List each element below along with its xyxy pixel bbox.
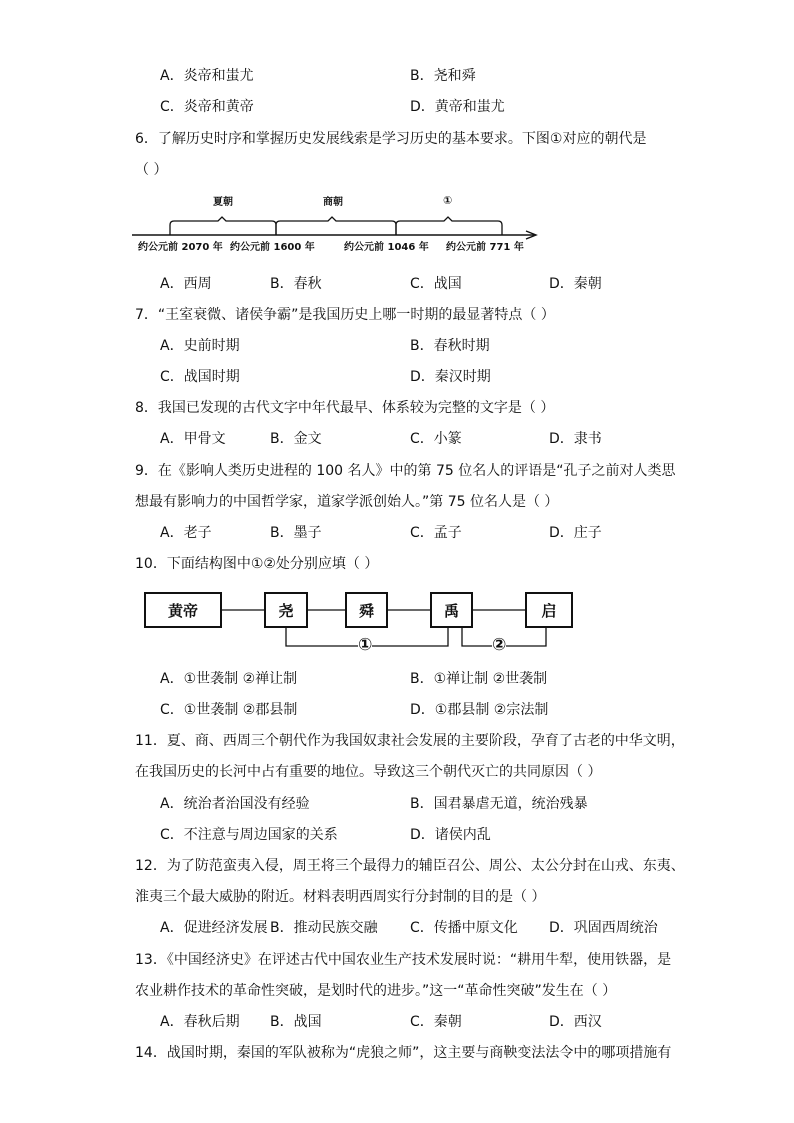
q6-option-b: B．春秋	[270, 276, 322, 292]
q6-stem-line2: （ ）	[135, 162, 168, 178]
q14-stem-line1: 14．战国时期，秦国的军队被称为“虎狼之师”，这主要与商鞅变法法令中的哪项措施有	[135, 1045, 672, 1061]
q6-option-a: A．西周	[160, 276, 212, 292]
q9-option-b: B．墨子	[270, 525, 322, 541]
timeline-period-xia: 夏朝	[213, 197, 233, 208]
q7-option-a: A．史前时期	[160, 338, 240, 354]
q6-timeline	[130, 190, 550, 260]
q7-stem: 7．“王室衰微、诸侯争霸”是我国历史上哪一时期的最显著特点（ ）	[135, 307, 555, 323]
box-huangdi: 黄帝	[144, 592, 222, 628]
q13-option-b: B．战国	[270, 1014, 322, 1030]
box-shun: 舜	[345, 592, 388, 628]
q8-stem: 8．我国已发现的古代文字中年代最早、体系较为完整的文字是（ ）	[135, 400, 555, 416]
q6-stem-line1: 6．了解历史时序和掌握历史发展线索是学习历史的基本要求。下图①对应的朝代是	[135, 131, 647, 147]
timeline-date-1600: 约公元前 1600 年	[230, 242, 315, 253]
q12-stem-line1: 12．为了防范蛮夷入侵，周王将三个最得力的辅臣召公、周公、太公分封在山戎、东夷、	[135, 858, 685, 874]
bracket-label-2: ②	[492, 635, 507, 655]
box-yao: 尧	[264, 592, 308, 628]
q11-stem-line2: 在我国历史的长河中占有重要的地位。导致这三个朝代灭亡的共同原因（ ）	[135, 764, 602, 780]
q13-option-c: C．秦朝	[410, 1014, 462, 1030]
q11-option-a: A．统治者治国没有经验	[160, 796, 310, 812]
q10-option-d: D．①郡县制 ②宗法制	[410, 702, 549, 718]
timeline-period-1: ①	[443, 194, 453, 207]
q12-option-c: C．传播中原文化	[410, 920, 518, 936]
q9-option-a: A．老子	[160, 525, 212, 541]
q8-option-c: C．小篆	[410, 431, 462, 447]
q9-option-c: C．孟子	[410, 525, 462, 541]
q13-option-d: D．西汉	[549, 1014, 602, 1030]
q10-stem: 10．下面结构图中①②处分别应填（ ）	[135, 556, 379, 572]
timeline-period-shang: 商朝	[323, 197, 343, 208]
q6-option-c: C．战国	[410, 276, 462, 292]
q5-option-b: B．尧和舜	[410, 68, 476, 84]
box-yu: 禹	[430, 592, 473, 628]
q10-structure-diagram	[140, 588, 580, 658]
q13-stem-line1: 13．《中国经济史》在评述古代中国农业生产技术发展时说：“耕用牛犁，使用铁器，是	[135, 952, 672, 968]
q10-option-b: B．①禅让制 ②世袭制	[410, 671, 548, 687]
q11-stem-line1: 11．夏、商、西周三个朝代作为我国奴隶社会发展的主要阶段，孕育了古老的中华文明，	[135, 733, 685, 749]
q5-option-c: C．炎帝和黄帝	[160, 99, 254, 115]
timeline-date-771: 约公元前 771 年	[446, 242, 524, 253]
q12-option-b: B．推动民族交融	[270, 920, 378, 936]
q13-stem-line2: 农业耕作技术的革命性突破，是划时代的进步。”这一“革命性突破”发生在（ ）	[135, 983, 617, 999]
q9-stem-line2: 想最有影响力的中国哲学家，道家学派创始人。”第 75 位名人是（ ）	[135, 494, 559, 510]
q5-option-d: D．黄帝和蚩尤	[410, 99, 505, 115]
q8-option-a: A．甲骨文	[160, 431, 226, 447]
timeline-date-2070: 约公元前 2070 年	[138, 242, 223, 253]
q10-option-a: A．①世袭制 ②禅让制	[160, 671, 298, 687]
q9-stem-line1: 9．在《影响人类历史进程的 100 名人》中的第 75 位名人的评语是“孔子之前对人类思	[135, 463, 676, 479]
q7-option-d: D．秦汉时期	[410, 369, 491, 385]
q12-stem-line2: 淮夷三个最大威胁的附近。材料表明西周实行分封制的目的是（ ）	[135, 889, 546, 905]
q13-option-a: A．春秋后期	[160, 1014, 240, 1030]
q11-option-c: C．不注意与周边国家的关系	[160, 827, 338, 843]
q11-option-d: D．诸侯内乱	[410, 827, 491, 843]
q9-option-d: D．庄子	[549, 525, 602, 541]
q6-option-d: D．秦朝	[549, 276, 602, 292]
q8-option-d: D．隶书	[549, 431, 602, 447]
q12-option-d: D．巩固西周统治	[549, 920, 658, 936]
q8-option-b: B．金文	[270, 431, 322, 447]
q11-option-b: B．国君暴虐无道，统治残暴	[410, 796, 588, 812]
q7-option-b: B．春秋时期	[410, 338, 490, 354]
bracket-label-1: ①	[358, 635, 373, 655]
q5-option-a: A．炎帝和蚩尤	[160, 68, 254, 84]
q12-option-a: A．促进经济发展	[160, 920, 268, 936]
q10-option-c: C．①世袭制 ②郡县制	[160, 702, 298, 718]
box-qi: 启	[525, 592, 573, 628]
timeline-date-1046: 约公元前 1046 年	[344, 242, 429, 253]
q7-option-c: C．战国时期	[160, 369, 240, 385]
